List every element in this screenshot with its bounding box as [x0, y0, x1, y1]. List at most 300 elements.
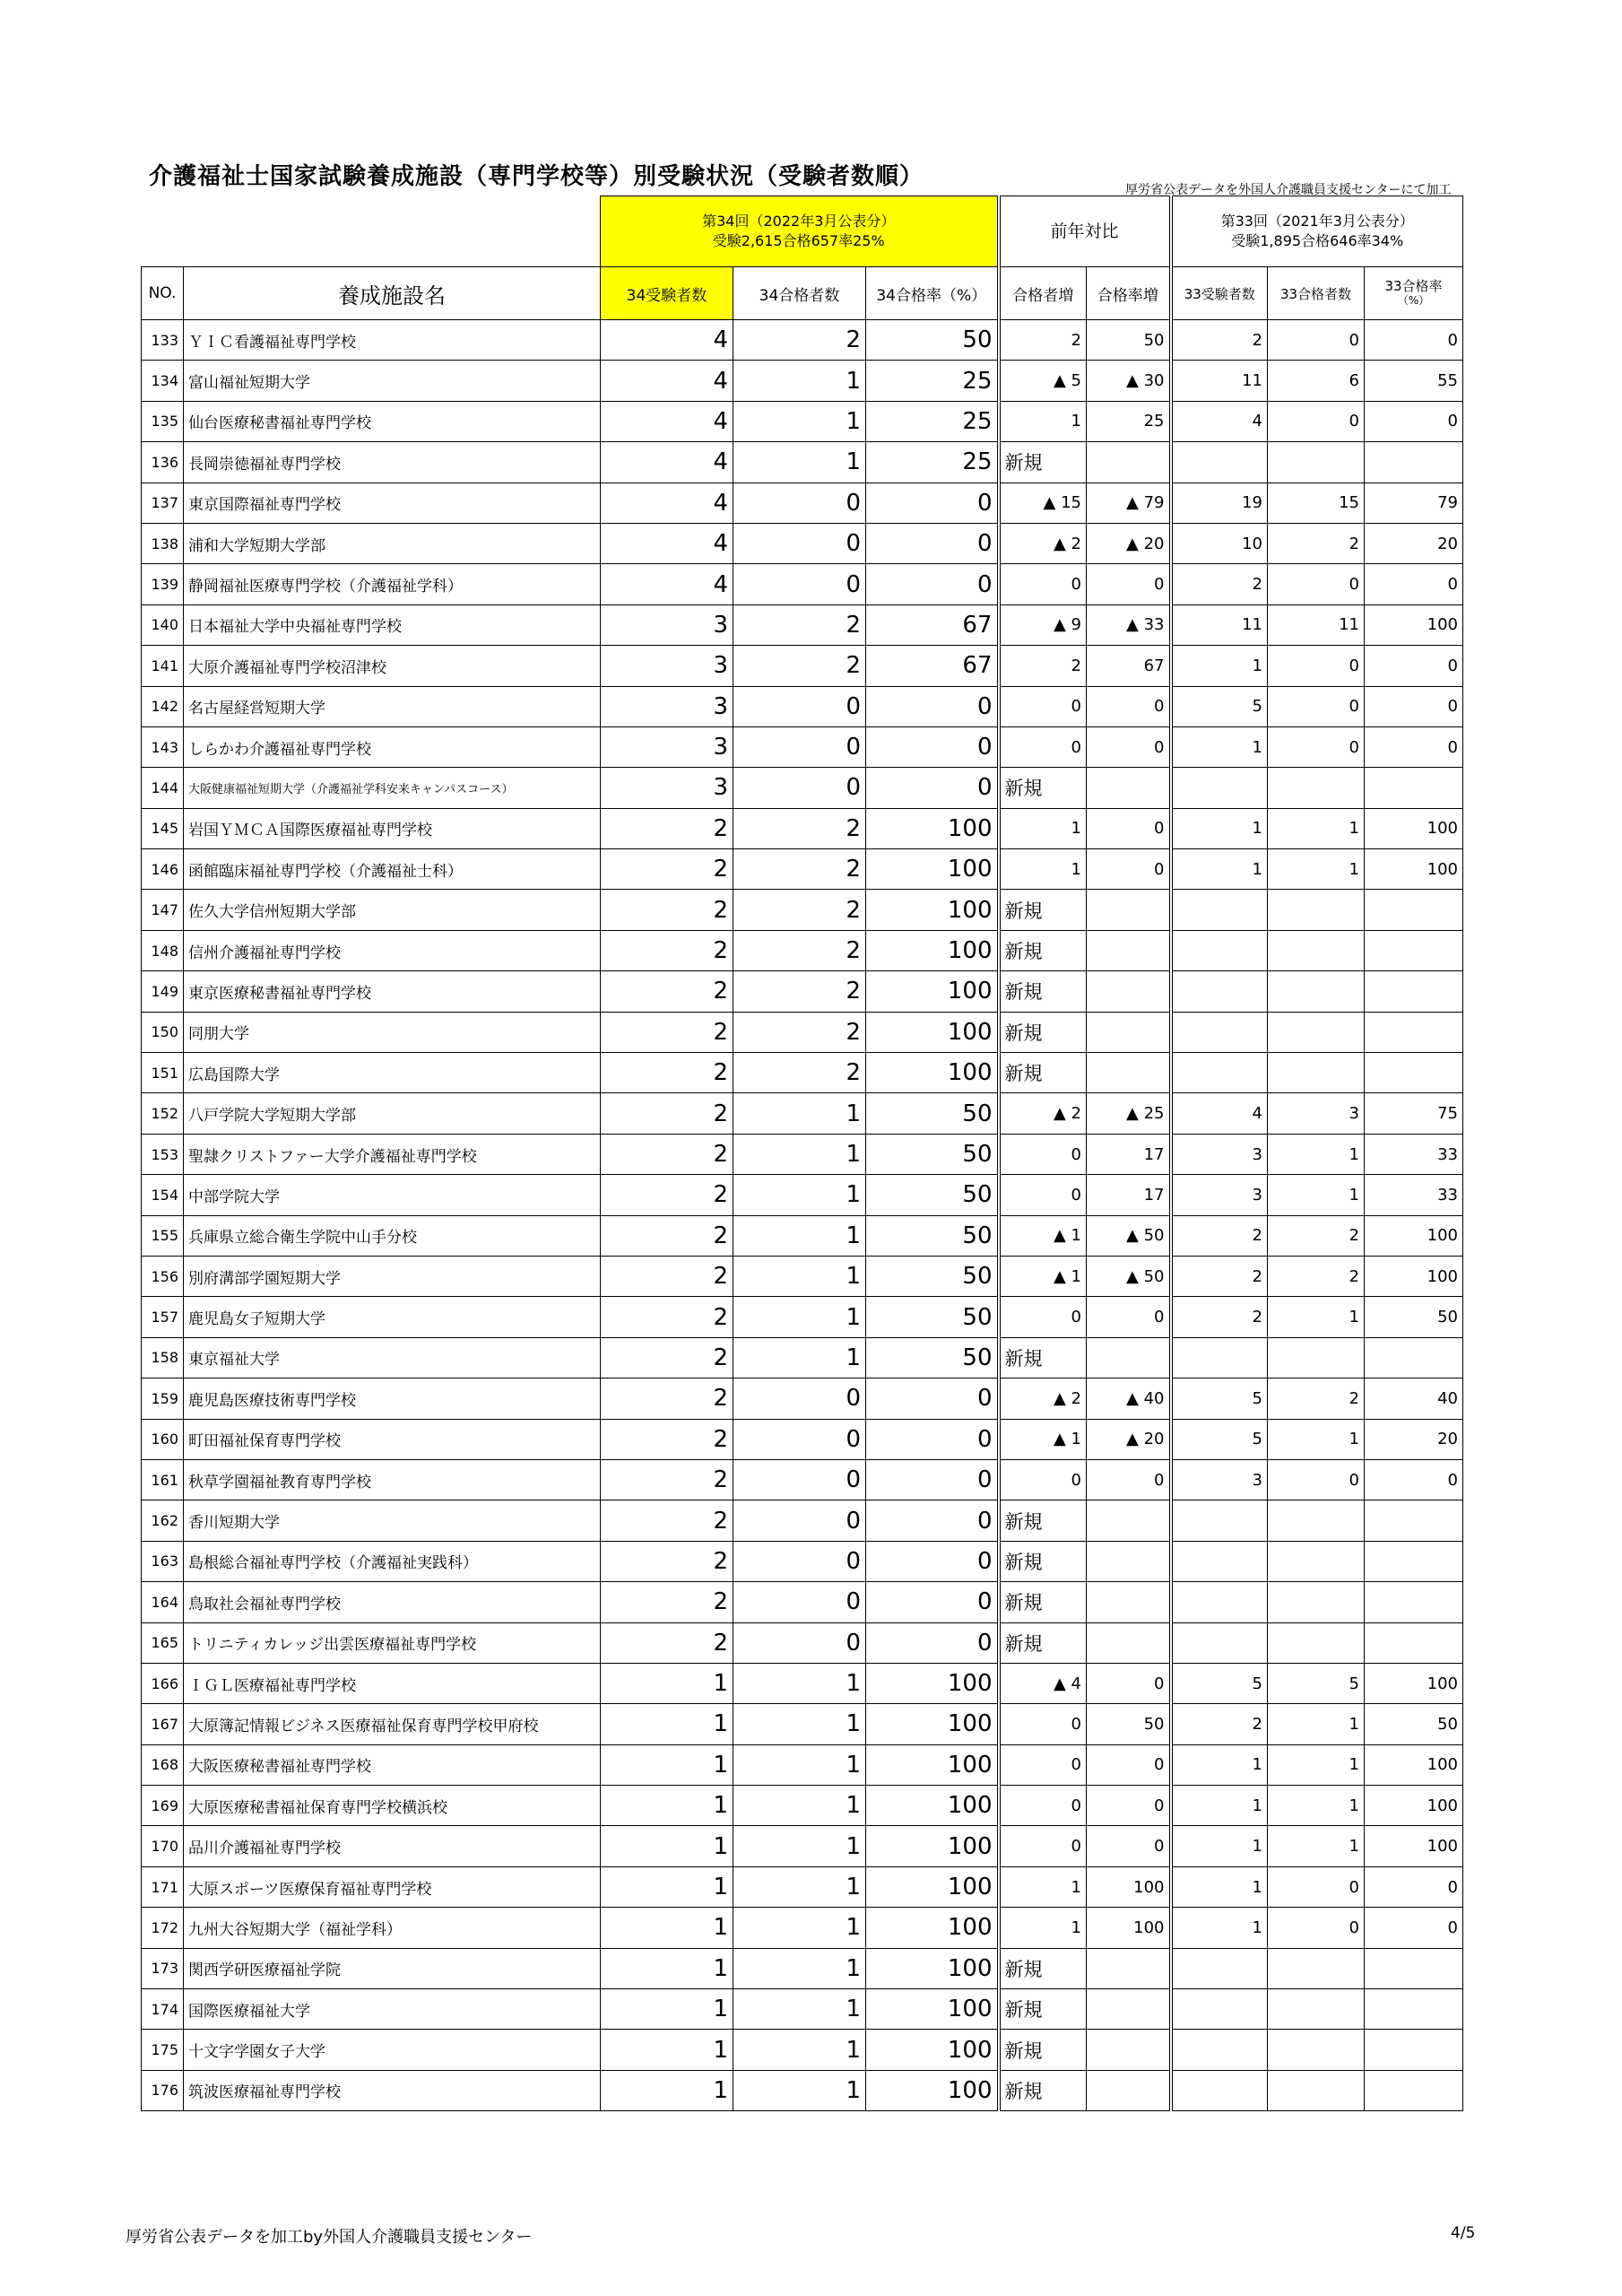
pass-rate-34: 100: [866, 1704, 999, 1744]
pass-rate-33: [1365, 1053, 1463, 1093]
rate-diff: 0: [1087, 1744, 1171, 1785]
rate-diff: [1087, 2030, 1171, 2070]
exam-count-33: 19: [1171, 483, 1268, 523]
pass-rate-34: 100: [866, 971, 999, 1012]
exam-count-33: 1: [1171, 1786, 1268, 1826]
row-number: 152: [142, 1093, 184, 1134]
rate-diff: [1087, 1541, 1171, 1581]
rate-diff: 67: [1087, 646, 1171, 686]
pass-rate-34: 100: [866, 1786, 999, 1826]
row-number: 140: [142, 604, 184, 645]
row-number: 162: [142, 1500, 184, 1541]
pass-diff: 1: [999, 849, 1087, 890]
pass-count-34: 1: [733, 1663, 866, 1703]
pass-rate-33: 100: [1365, 808, 1463, 848]
exam-count-33: [1171, 890, 1268, 930]
exam-count-33: 2: [1171, 1215, 1268, 1256]
pass-rate-33: [1365, 1948, 1463, 1988]
exam-count-34: 1: [601, 1704, 733, 1744]
pass-count-34: 1: [733, 1908, 866, 1948]
col-pass-diff: 合格者増: [999, 267, 1087, 320]
pass-count-33: 6: [1268, 361, 1365, 401]
rate-diff: 0: [1087, 1786, 1171, 1826]
table-row: [142, 1256, 1463, 1296]
col-33-rate: [1365, 267, 1463, 320]
facility-name: 大原簿記情報ビジネス医療福祉保育専門学校甲府校: [184, 1704, 601, 1744]
exam-count-34: 3: [601, 604, 733, 645]
exam-count-33: [1171, 1500, 1268, 1541]
pass-rate-33: 100: [1365, 1663, 1463, 1703]
pass-count-34: 1: [733, 361, 866, 401]
rate-diff: 0: [1087, 686, 1171, 726]
pass-count-34: 0: [733, 523, 866, 563]
table-row: [142, 1459, 1463, 1500]
new-entry-label: 新規: [999, 442, 1087, 483]
group-33-line1: 第33回（2021年3月公表分）: [1220, 213, 1414, 230]
col-34-rate: 34合格率（%）: [866, 267, 999, 320]
pass-count-33: 15: [1268, 483, 1365, 523]
col-34-pass: 34合格者数: [733, 267, 866, 320]
exam-count-33: [1171, 442, 1268, 483]
pass-rate-33: 0: [1365, 320, 1463, 361]
rate-diff: [1087, 930, 1171, 970]
table-row: [142, 1663, 1463, 1703]
facility-name: 浦和大学短期大学部: [184, 523, 601, 563]
pass-diff: 0: [999, 1704, 1087, 1744]
exam-count-33: 1: [1171, 1908, 1268, 1948]
facility-name: 仙台医療秘書福祉専門学校: [184, 401, 601, 441]
facility-name: 鹿児島女子短期大学: [184, 1297, 601, 1337]
pass-diff: 0: [999, 564, 1087, 604]
pass-rate-33: 0: [1365, 1866, 1463, 1907]
table-row: [142, 768, 1463, 808]
pass-rate-34: 0: [866, 686, 999, 726]
pass-count-34: 2: [733, 808, 866, 848]
exam-count-34: 1: [601, 1989, 733, 2030]
exam-count-33: 2: [1171, 1297, 1268, 1337]
rate-diff: ▲ 50: [1087, 1215, 1171, 1256]
exam-count-33: [1171, 930, 1268, 970]
rate-diff: [1087, 1500, 1171, 1541]
new-entry-label: 新規: [999, 1989, 1087, 2030]
row-number: 138: [142, 523, 184, 563]
rate-diff: ▲ 20: [1087, 523, 1171, 563]
pass-count-34: 0: [733, 1378, 866, 1419]
rate-diff: ▲ 50: [1087, 1256, 1171, 1296]
exam-count-33: 5: [1171, 1419, 1268, 1459]
pass-rate-33: 20: [1365, 523, 1463, 563]
exam-count-34: 3: [601, 726, 733, 767]
pass-count-33: 1: [1268, 1175, 1365, 1215]
pass-rate-33: 33: [1365, 1175, 1463, 1215]
pass-rate-34: 100: [866, 849, 999, 890]
exam-count-34: 1: [601, 1663, 733, 1703]
pass-rate-33: [1365, 1622, 1463, 1663]
table-row: [142, 2070, 1463, 2110]
exam-count-34: 2: [601, 1419, 733, 1459]
pass-count-33: [1268, 971, 1365, 1012]
row-number: 174: [142, 1989, 184, 2030]
exam-count-34: 2: [601, 1215, 733, 1256]
pass-count-34: 1: [733, 1866, 866, 1907]
exam-count-34: 2: [601, 808, 733, 848]
row-number: 154: [142, 1175, 184, 1215]
pass-count-34: 2: [733, 646, 866, 686]
row-number: 167: [142, 1704, 184, 1744]
exam-count-34: 2: [601, 890, 733, 930]
pass-rate-34: 50: [866, 1093, 999, 1134]
exam-count-34: 2: [601, 849, 733, 890]
exam-count-33: 3: [1171, 1175, 1268, 1215]
rate-diff: 0: [1087, 1826, 1171, 1866]
row-number: 143: [142, 726, 184, 767]
exam-count-34: 1: [601, 1744, 733, 1785]
exam-count-33: [1171, 1989, 1268, 2030]
pass-rate-34: 0: [866, 1500, 999, 1541]
pass-count-33: [1268, 1337, 1365, 1378]
table-row: [142, 808, 1463, 848]
pass-count-34: 2: [733, 320, 866, 361]
exam-count-34: 4: [601, 401, 733, 441]
exam-count-34: 1: [601, 1866, 733, 1907]
pass-diff: ▲ 9: [999, 604, 1087, 645]
pass-count-33: [1268, 890, 1365, 930]
pass-rate-33: 100: [1365, 604, 1463, 645]
pass-count-34: 1: [733, 2070, 866, 2110]
rate-diff: [1087, 442, 1171, 483]
row-number: 161: [142, 1459, 184, 1500]
pass-count-34: 1: [733, 1989, 866, 2030]
pass-count-34: 0: [733, 726, 866, 767]
row-number: 145: [142, 808, 184, 848]
exam-count-34: 1: [601, 1786, 733, 1826]
pass-count-33: 2: [1268, 523, 1365, 563]
new-entry-label: 新規: [999, 971, 1087, 1012]
pass-rate-34: 0: [866, 1622, 999, 1663]
pass-rate-33: 50: [1365, 1297, 1463, 1337]
row-number: 158: [142, 1337, 184, 1378]
exam-count-33: 1: [1171, 726, 1268, 767]
pass-count-34: 1: [733, 1215, 866, 1256]
table-row: [142, 1093, 1463, 1134]
pass-rate-33: [1365, 1582, 1463, 1622]
pass-count-33: [1268, 1948, 1365, 1988]
exam-count-34: 2: [601, 1582, 733, 1622]
pass-count-34: 1: [733, 442, 866, 483]
facility-name: 十文字学園女子大学: [184, 2030, 601, 2070]
pass-rate-34: 50: [866, 1256, 999, 1296]
exam-count-34: 2: [601, 1053, 733, 1093]
exam-count-33: 1: [1171, 1744, 1268, 1785]
column-header-row: [142, 267, 1463, 320]
row-number: 142: [142, 686, 184, 726]
pass-rate-34: 67: [866, 646, 999, 686]
facility-name: 大原スポーツ医療保育福祉専門学校: [184, 1866, 601, 1907]
new-entry-label: 新規: [999, 1012, 1087, 1052]
rate-diff: 17: [1087, 1175, 1171, 1215]
table-row: [142, 1419, 1463, 1459]
facility-name: 筑波医療福祉専門学校: [184, 2070, 601, 2110]
pass-rate-33: 20: [1365, 1419, 1463, 1459]
row-number: 175: [142, 2030, 184, 2070]
exam-count-33: [1171, 1948, 1268, 1988]
exam-count-33: 4: [1171, 401, 1268, 441]
pass-count-33: 0: [1268, 726, 1365, 767]
facility-name: 富山福祉短期大学: [184, 361, 601, 401]
pass-rate-33: [1365, 2070, 1463, 2110]
pass-diff: 0: [999, 1297, 1087, 1337]
row-number: 159: [142, 1378, 184, 1419]
table-row: [142, 1826, 1463, 1866]
rate-diff: 50: [1087, 320, 1171, 361]
group-34-line1: 第34回（2022年3月公表分）: [702, 213, 896, 230]
pass-rate-34: 100: [866, 1948, 999, 1988]
rate-diff: [1087, 971, 1171, 1012]
pass-rate-34: 100: [866, 1053, 999, 1093]
rate-diff: [1087, 1622, 1171, 1663]
rate-diff: 0: [1087, 1459, 1171, 1500]
facility-name: 広島国際大学: [184, 1053, 601, 1093]
facility-name: 大原介護福祉専門学校沼津校: [184, 646, 601, 686]
facility-name: 佐久大学信州短期大学部: [184, 890, 601, 930]
pass-rate-34: 100: [866, 1744, 999, 1785]
pass-count-33: [1268, 442, 1365, 483]
row-number: 176: [142, 2070, 184, 2110]
pass-count-34: 1: [733, 1297, 866, 1337]
pass-rate-34: 100: [866, 930, 999, 970]
pass-rate-34: 100: [866, 890, 999, 930]
pass-rate-34: 50: [866, 1175, 999, 1215]
rate-diff: ▲ 30: [1087, 361, 1171, 401]
pass-diff: 1: [999, 401, 1087, 441]
pass-count-33: 2: [1268, 1215, 1365, 1256]
col-33-rate-label: 33合格率: [1384, 278, 1443, 294]
row-number: 134: [142, 361, 184, 401]
pass-rate-34: 100: [866, 1908, 999, 1948]
exam-count-34: 4: [601, 523, 733, 563]
facility-name: ＹＩＣ看護福祉専門学校: [184, 320, 601, 361]
pass-rate-34: 100: [866, 1663, 999, 1703]
table-row: [142, 1704, 1463, 1744]
exam-count-33: [1171, 1541, 1268, 1581]
pass-rate-33: [1365, 1989, 1463, 2030]
pass-rate-34: 50: [866, 1215, 999, 1256]
exam-count-33: 11: [1171, 604, 1268, 645]
facility-name: 日本福祉大学中央福祉専門学校: [184, 604, 601, 645]
pass-rate-33: 33: [1365, 1134, 1463, 1174]
exam-count-34: 4: [601, 320, 733, 361]
pass-count-33: 1: [1268, 849, 1365, 890]
pass-count-34: 0: [733, 1459, 866, 1500]
pass-count-34: 1: [733, 1175, 866, 1215]
table-row: [142, 1500, 1463, 1541]
table-row: [142, 1908, 1463, 1948]
table-row: [142, 604, 1463, 645]
pass-rate-34: 100: [866, 808, 999, 848]
row-number: 136: [142, 442, 184, 483]
facility-name: 函館臨床福祉専門学校（介護福祉士科）: [184, 849, 601, 890]
exam-count-33: [1171, 2070, 1268, 2110]
rate-diff: ▲ 25: [1087, 1093, 1171, 1134]
pass-rate-33: [1365, 1500, 1463, 1541]
pass-count-34: 0: [733, 1622, 866, 1663]
pass-diff: ▲ 4: [999, 1663, 1087, 1703]
pass-count-33: 0: [1268, 401, 1365, 441]
facility-name: 東京医療秘書福祉専門学校: [184, 971, 601, 1012]
pass-count-34: 1: [733, 1786, 866, 1826]
pass-count-34: 0: [733, 1500, 866, 1541]
new-entry-label: 新規: [999, 1053, 1087, 1093]
facility-name: 八戸学院大学短期大学部: [184, 1093, 601, 1134]
row-number: 170: [142, 1826, 184, 1866]
table-row: [142, 1744, 1463, 1785]
results-table: [141, 196, 1463, 2111]
pass-count-33: [1268, 1053, 1365, 1093]
table-row: [142, 1134, 1463, 1174]
table-row: [142, 849, 1463, 890]
rate-diff: 0: [1087, 849, 1171, 890]
table-row: [142, 1786, 1463, 1826]
facility-name: トリニティカレッジ出雲医療福祉専門学校: [184, 1622, 601, 1663]
pass-rate-33: 55: [1365, 361, 1463, 401]
exam-count-33: [1171, 971, 1268, 1012]
new-entry-label: 新規: [999, 1948, 1087, 1988]
facility-name: 静岡福祉医療専門学校（介護福祉学科）: [184, 564, 601, 604]
exam-count-33: 10: [1171, 523, 1268, 563]
row-number: 169: [142, 1786, 184, 1826]
pass-count-34: 1: [733, 401, 866, 441]
table-row: [142, 1012, 1463, 1052]
facility-name: 同朋大学: [184, 1012, 601, 1052]
pass-rate-34: 0: [866, 1459, 999, 1500]
footer-credit: 厚労省公表データを加工by外国人介護職員支援センター: [126, 2228, 533, 2247]
pass-count-34: 0: [733, 768, 866, 808]
pass-count-34: 2: [733, 971, 866, 1012]
new-entry-label: 新規: [999, 1622, 1087, 1663]
exam-count-34: 1: [601, 1948, 733, 1988]
exam-count-34: 2: [601, 1622, 733, 1663]
pass-count-33: 1: [1268, 1744, 1365, 1785]
pass-rate-34: 0: [866, 523, 999, 563]
pass-count-34: 0: [733, 686, 866, 726]
rate-diff: ▲ 20: [1087, 1419, 1171, 1459]
pass-count-33: [1268, 1622, 1365, 1663]
pass-diff: 0: [999, 726, 1087, 767]
row-number: 135: [142, 401, 184, 441]
facility-name: 大阪医療秘書福祉専門学校: [184, 1744, 601, 1785]
pass-rate-34: 67: [866, 604, 999, 645]
pass-count-33: 1: [1268, 1786, 1365, 1826]
pass-diff: 0: [999, 1459, 1087, 1500]
exam-count-33: 1: [1171, 808, 1268, 848]
pass-count-33: 1: [1268, 1134, 1365, 1174]
col-rate-diff: 合格率増: [1087, 267, 1171, 320]
pass-rate-34: 100: [866, 2030, 999, 2070]
facility-name: ＩＧＬ医療福祉専門学校: [184, 1663, 601, 1703]
pass-rate-33: 100: [1365, 1826, 1463, 1866]
facility-name: 名古屋経営短期大学: [184, 686, 601, 726]
row-number: 137: [142, 483, 184, 523]
group-header-yoy: 前年対比: [999, 196, 1171, 267]
pass-rate-34: 0: [866, 726, 999, 767]
pass-rate-33: 0: [1365, 686, 1463, 726]
table-row: [142, 442, 1463, 483]
pass-count-34: 1: [733, 1134, 866, 1174]
rate-diff: [1087, 1012, 1171, 1052]
pass-diff: 1: [999, 1866, 1087, 1907]
row-number: 133: [142, 320, 184, 361]
pass-count-34: 1: [733, 2030, 866, 2070]
facility-name: 東京福祉大学: [184, 1337, 601, 1378]
pass-count-33: 0: [1268, 1459, 1365, 1500]
pass-count-33: [1268, 2070, 1365, 2110]
pass-count-33: [1268, 1582, 1365, 1622]
table-row: [142, 1337, 1463, 1378]
pass-rate-33: 0: [1365, 1908, 1463, 1948]
row-number: 151: [142, 1053, 184, 1093]
pass-rate-34: 25: [866, 361, 999, 401]
pass-rate-33: [1365, 442, 1463, 483]
row-number: 166: [142, 1663, 184, 1703]
facility-name: 島根総合福祉専門学校（介護福祉実践科）: [184, 1541, 601, 1581]
exam-count-33: 1: [1171, 1866, 1268, 1907]
exam-count-34: 2: [601, 1337, 733, 1378]
rate-diff: 100: [1087, 1866, 1171, 1907]
pass-diff: 0: [999, 1175, 1087, 1215]
pass-rate-34: 100: [866, 1866, 999, 1907]
row-number: 172: [142, 1908, 184, 1948]
exam-count-34: 2: [601, 1500, 733, 1541]
table-row: [142, 726, 1463, 767]
exam-count-33: [1171, 1012, 1268, 1052]
pass-count-33: 0: [1268, 686, 1365, 726]
exam-count-33: 3: [1171, 1459, 1268, 1500]
pass-rate-33: 79: [1365, 483, 1463, 523]
pass-count-33: [1268, 768, 1365, 808]
row-number: 144: [142, 768, 184, 808]
pass-diff: ▲ 15: [999, 483, 1087, 523]
table-row: [142, 1948, 1463, 1988]
pass-count-33: 2: [1268, 1256, 1365, 1296]
row-number: 148: [142, 930, 184, 970]
pass-diff: 1: [999, 1908, 1087, 1948]
pass-diff: 2: [999, 320, 1087, 361]
table-row: [142, 564, 1463, 604]
new-entry-label: 新規: [999, 890, 1087, 930]
pass-rate-33: [1365, 1337, 1463, 1378]
pass-rate-33: 40: [1365, 1378, 1463, 1419]
facility-name: 関西学研医療福祉学院: [184, 1948, 601, 1988]
exam-count-34: 1: [601, 2030, 733, 2070]
pass-diff: 2: [999, 646, 1087, 686]
table-row: [142, 1297, 1463, 1337]
pass-count-33: 1: [1268, 1826, 1365, 1866]
facility-name: 中部学院大学: [184, 1175, 601, 1215]
exam-count-33: 5: [1171, 1663, 1268, 1703]
row-number: 164: [142, 1582, 184, 1622]
pass-count-34: 0: [733, 1582, 866, 1622]
exam-count-33: 5: [1171, 686, 1268, 726]
pass-rate-34: 0: [866, 1541, 999, 1581]
pass-rate-33: 0: [1365, 646, 1463, 686]
pass-rate-34: 0: [866, 564, 999, 604]
new-entry-label: 新規: [999, 1541, 1087, 1581]
pass-count-33: 0: [1268, 1866, 1365, 1907]
pass-count-33: 5: [1268, 1663, 1365, 1703]
col-no: NO.: [142, 267, 184, 320]
facility-name: 鳥取社会福祉専門学校: [184, 1582, 601, 1622]
exam-count-34: 4: [601, 442, 733, 483]
